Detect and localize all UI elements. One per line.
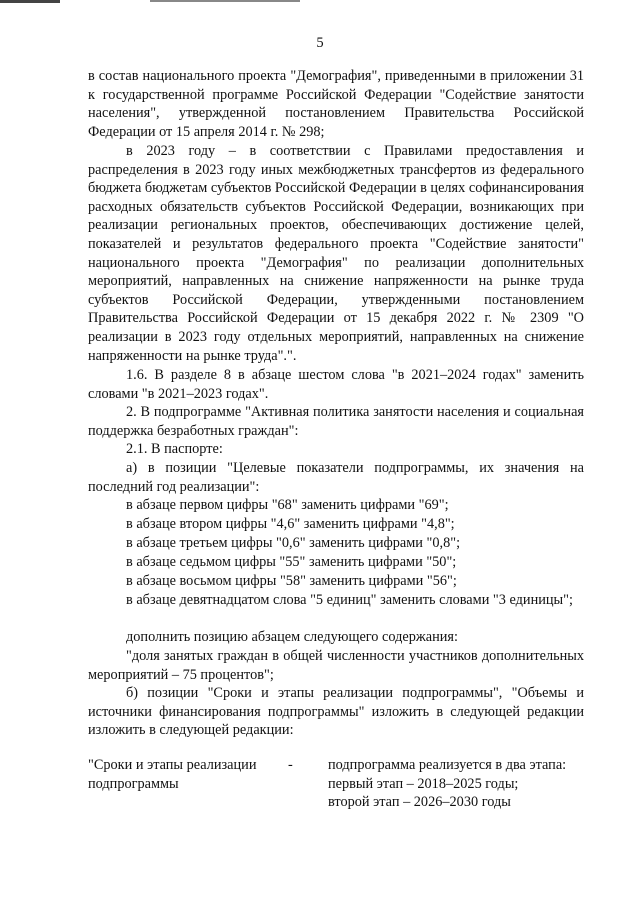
paragraph-abzac-7: в абзаце седьмом цифры "55" заменить цифрами "50"; <box>126 554 457 570</box>
table-right-cell <box>328 756 598 812</box>
paragraph-abzac-8: в абзаце восьмом цифры "58" заменить цифрами "56"; <box>126 573 457 589</box>
table-left-cell: "Сроки и этапы реализации подпрограммы <box>88 757 257 792</box>
paragraph-abzac-3: в абзаце третьем цифры "0,6" заменить цифрами "0,8"; <box>126 535 461 551</box>
paragraph-2-1: 2.1. В паспорте: <box>126 441 223 457</box>
paragraph-1-6: 1.6. В разделе 8 в абзаце шестом слова "в 2021–2024 годах" заменить словами "в 2021–2023 годах". <box>88 367 584 402</box>
paragraph-supplement: дополнить позицию абзацем следующего содержания: <box>126 629 458 645</box>
top-scan-edge-left <box>0 0 60 3</box>
table-right-line: первый этап – 2018–2025 годы; <box>328 775 519 792</box>
paragraph-1: в состав национального проекта "Демография", приведенными в приложении 31 к государственной программе Российской Федерации "Содействие занятости населения", утвержденной постановлением Правительства Российской Федерации от 15 апреля 2014 г. № 298; <box>88 68 584 140</box>
top-scan-edge-mid <box>150 0 300 2</box>
paragraph-2: в 2023 году – в соответствии с Правилами предоставления и распределения в 2023 году иных межбюджетных трансфертов из федерального бюджета бюджетам субъектов Российской Федерации в целях софинансирования расходных обязательств субъектов Российской Федерации, возникающих при реализации региональных проектов, обеспечивающих достижение целей, показателей и результатов федерального проекта "Содействие занятости" национального проекта "Демография" по реализации дополнительных мероприятий, направленных на снижение напряженности на рынке труда субъектов Российской Федерации, утвержденными постановлением Правительства Российской Федерации от 15 декабря 2022 г. № 2309 "О реализации в 2023 году отдельных мероприятий, направленных на снижение напряженности на рынке труда".". <box>88 143 584 364</box>
table-right-line: подпрограмма реализуется в два этапа: <box>328 757 567 773</box>
document-body <box>88 67 584 740</box>
paragraph-abzac-2: в абзаце втором цифры "4,6" заменить цифрами "4,8"; <box>126 516 455 532</box>
table-right-line: второй этап – 2026–2030 годы <box>328 794 511 811</box>
paragraph-abzac-1: в абзаце первом цифры "68" заменить цифрами "69"; <box>126 497 449 513</box>
page-number: 5 <box>316 35 324 51</box>
paragraph-2-subprogram: 2. В подпрограмме "Активная политика занятости населения и социальная поддержка безработных граждан": <box>88 404 584 439</box>
paragraph-a: а) в позиции "Целевые показатели подпрограммы, их значения на последний год реализации": <box>88 460 584 495</box>
paragraph-quote: "доля занятых граждан в общей численности участников дополнительных мероприятий – 75 процентов"; <box>88 648 584 683</box>
paragraph-b: б) позиции "Сроки и этапы реализации подпрограммы", "Объемы и источники финансирования подпрограммы" изложить в следующей редакции изложить в следующей редакции: <box>88 685 584 739</box>
paragraph-abzac-19: в абзаце девятнадцатом слова "5 единиц" заменить словами "3 единицы"; <box>126 592 573 608</box>
table-dash: - <box>288 757 293 773</box>
